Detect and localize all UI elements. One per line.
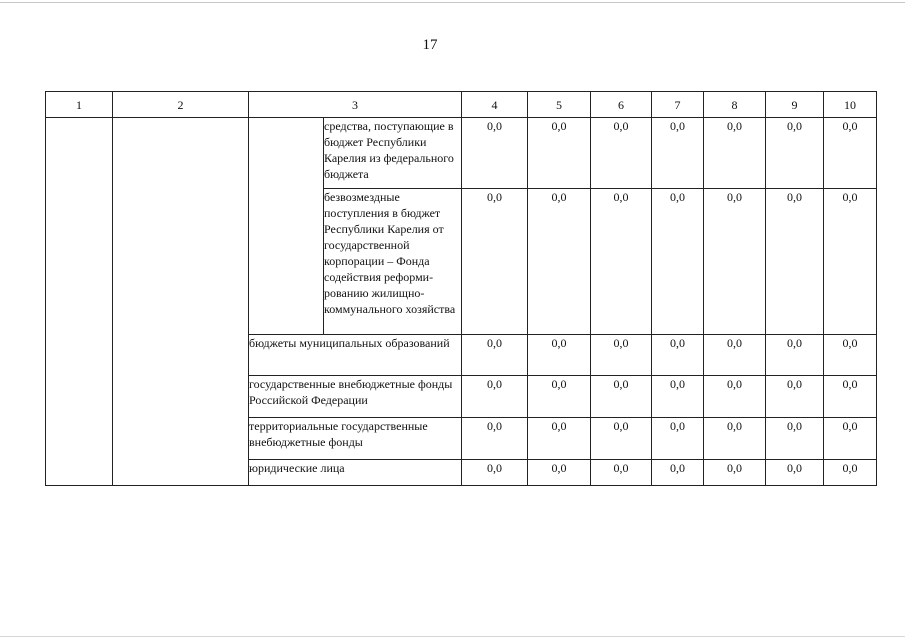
row-label: средства, поступающие в бюджет Республики Карелия из федерального бюджета bbox=[324, 118, 462, 189]
value-cell: 0,0 bbox=[528, 189, 591, 335]
column-header: 5 bbox=[528, 92, 591, 118]
value-cell: 0,0 bbox=[766, 376, 824, 418]
page-number: 17 bbox=[422, 37, 438, 53]
value-cell: 0,0 bbox=[766, 460, 824, 486]
empty-cell bbox=[113, 118, 249, 486]
value-cell: 0,0 bbox=[652, 335, 704, 376]
column-header: 3 bbox=[249, 92, 462, 118]
value-cell: 0,0 bbox=[528, 418, 591, 460]
value-cell: 0,0 bbox=[528, 376, 591, 418]
value-cell: 0,0 bbox=[824, 460, 877, 486]
value-cell: 0,0 bbox=[704, 376, 766, 418]
value-cell: 0,0 bbox=[462, 335, 528, 376]
column-header: 4 bbox=[462, 92, 528, 118]
empty-cell bbox=[46, 118, 113, 486]
scan-edge-top bbox=[0, 2, 905, 3]
row-label: государственные внебюджетные фонды Российской Федерации bbox=[249, 376, 462, 418]
value-cell: 0,0 bbox=[704, 335, 766, 376]
value-cell: 0,0 bbox=[652, 118, 704, 189]
value-cell: 0,0 bbox=[528, 335, 591, 376]
row-label: бюджеты муниципальных образований bbox=[249, 335, 462, 376]
empty-cell bbox=[249, 118, 324, 335]
scan-edge-bottom bbox=[0, 636, 905, 637]
value-cell: 0,0 bbox=[591, 460, 652, 486]
value-cell: 0,0 bbox=[652, 460, 704, 486]
value-cell: 0,0 bbox=[824, 189, 877, 335]
column-header: 10 bbox=[824, 92, 877, 118]
value-cell: 0,0 bbox=[824, 335, 877, 376]
row-label: юридические лица bbox=[249, 460, 462, 486]
value-cell: 0,0 bbox=[652, 189, 704, 335]
column-header: 6 bbox=[591, 92, 652, 118]
column-header: 2 bbox=[113, 92, 249, 118]
value-cell: 0,0 bbox=[824, 118, 877, 189]
value-cell: 0,0 bbox=[462, 376, 528, 418]
value-cell: 0,0 bbox=[591, 418, 652, 460]
value-cell: 0,0 bbox=[652, 418, 704, 460]
budget-table bbox=[45, 91, 877, 486]
column-header: 9 bbox=[766, 92, 824, 118]
value-cell: 0,0 bbox=[528, 118, 591, 189]
table-row bbox=[46, 118, 877, 189]
row-label: территориальные государственные внебюджетные фонды bbox=[249, 418, 462, 460]
value-cell: 0,0 bbox=[704, 118, 766, 189]
value-cell: 0,0 bbox=[591, 118, 652, 189]
value-cell: 0,0 bbox=[766, 418, 824, 460]
value-cell: 0,0 bbox=[766, 189, 824, 335]
value-cell: 0,0 bbox=[704, 418, 766, 460]
row-label: безвозмездные поступления в бюджет Республики Карелия от государственной корпорации – Фонда содействия реформи-рованию жилищно-коммунального хозяйства bbox=[324, 189, 462, 335]
value-cell: 0,0 bbox=[462, 418, 528, 460]
value-cell: 0,0 bbox=[704, 189, 766, 335]
value-cell: 0,0 bbox=[528, 460, 591, 486]
value-cell: 0,0 bbox=[766, 335, 824, 376]
value-cell: 0,0 bbox=[766, 118, 824, 189]
value-cell: 0,0 bbox=[704, 460, 766, 486]
value-cell: 0,0 bbox=[591, 189, 652, 335]
column-header: 8 bbox=[704, 92, 766, 118]
value-cell: 0,0 bbox=[462, 189, 528, 335]
value-cell: 0,0 bbox=[462, 118, 528, 189]
value-cell: 0,0 bbox=[591, 335, 652, 376]
value-cell: 0,0 bbox=[591, 376, 652, 418]
value-cell: 0,0 bbox=[462, 460, 528, 486]
column-header: 7 bbox=[652, 92, 704, 118]
column-header: 1 bbox=[46, 92, 113, 118]
header-row bbox=[46, 92, 877, 118]
value-cell: 0,0 bbox=[824, 418, 877, 460]
value-cell: 0,0 bbox=[824, 376, 877, 418]
value-cell: 0,0 bbox=[652, 376, 704, 418]
